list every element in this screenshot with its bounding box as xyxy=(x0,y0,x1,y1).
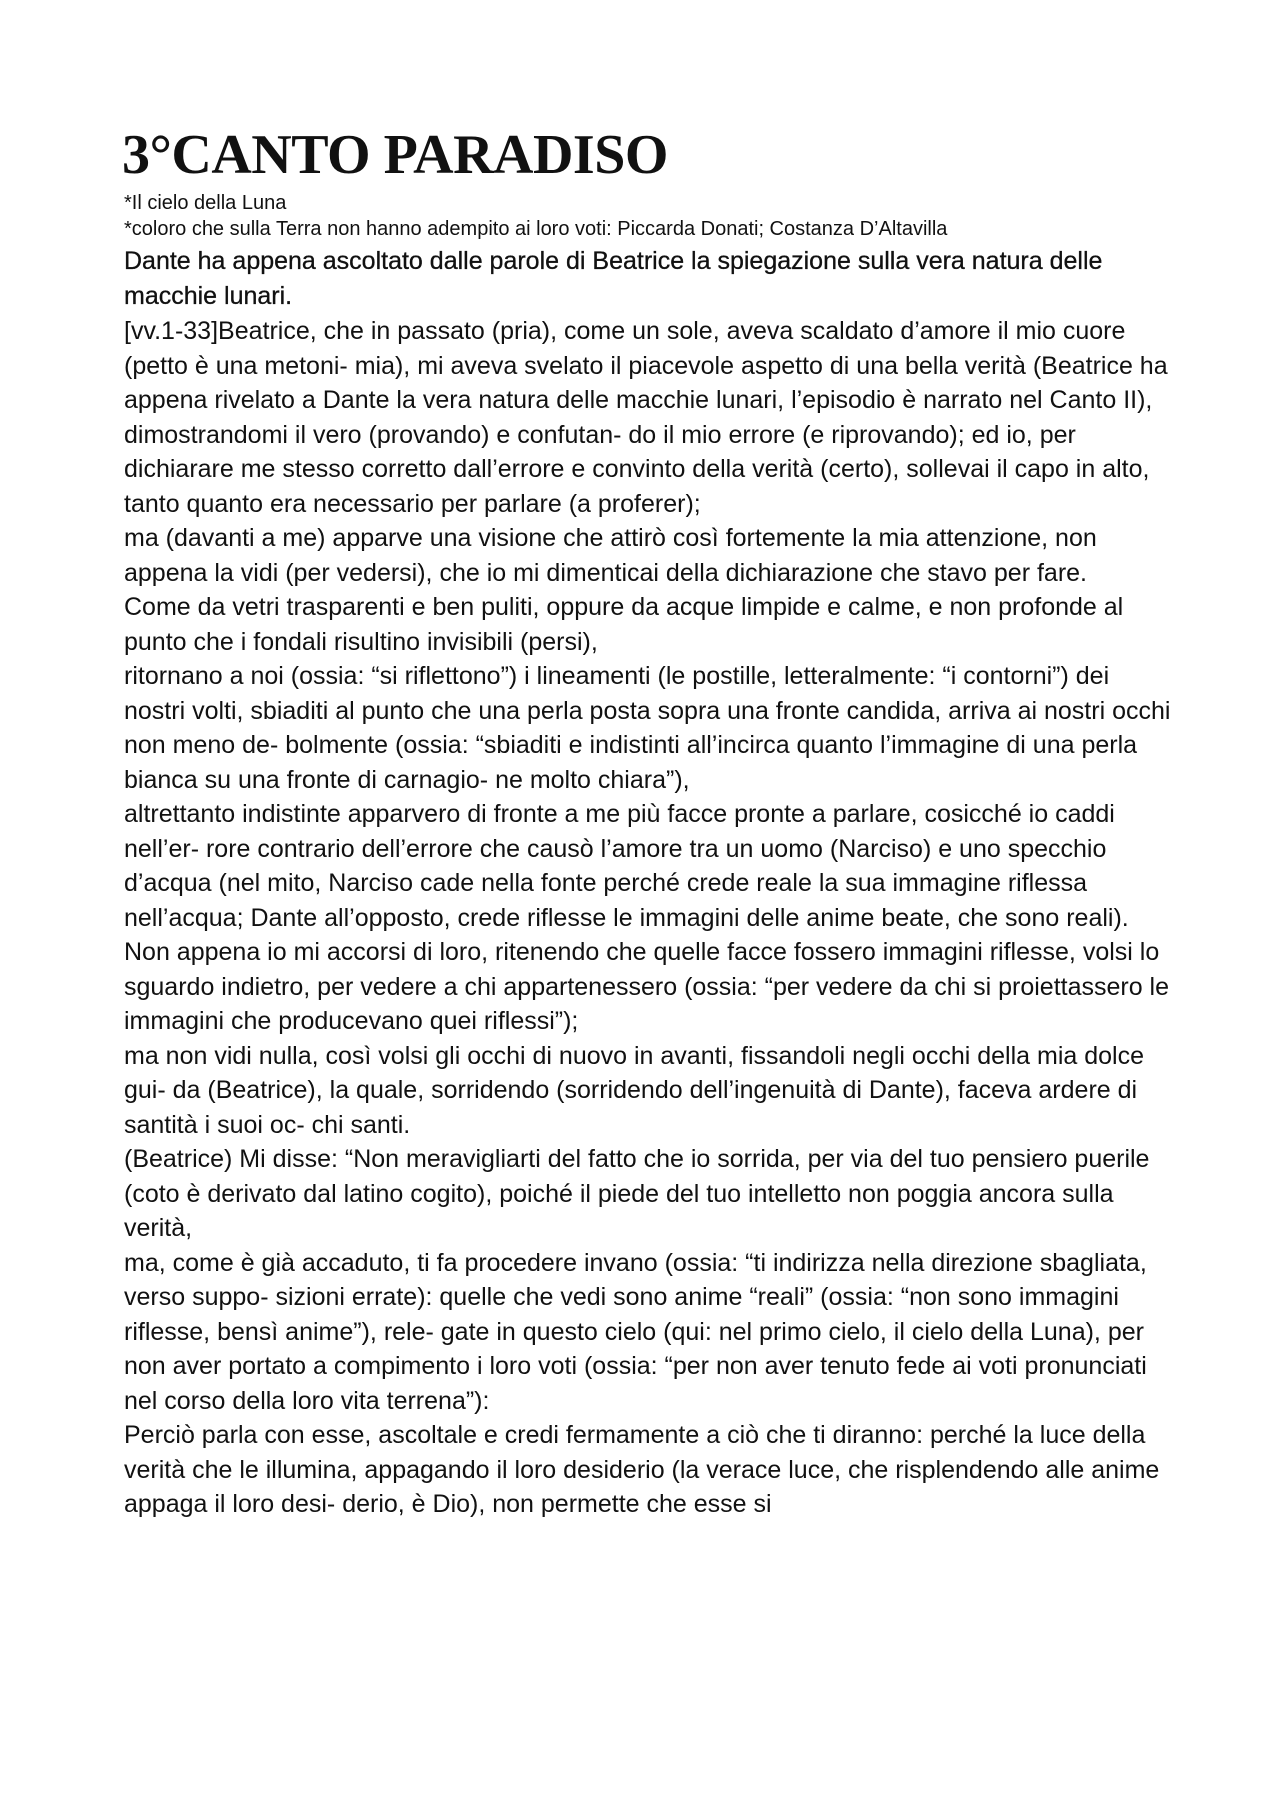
paragraph-5: altrettanto indistinte apparvero di fronte a me più facce pronte a parlare, cosicché io caddi nell’er- rore contrario dell’errore che causò l’amore tra un uomo (Narciso) e uno specchio d’acqua (nel mito, Narciso cade nella fonte perché crede reale la sua immagine riflessa nell’acqua; Dante all’opposto, crede riflesse le immagini delle anime beate, che sono reali). xyxy=(124,800,1129,932)
paragraph-1: [vv.1-33]Beatrice, che in passato (pria), come un sole, aveva scaldato d’amore il mio cuore (petto è una metoni- mia), mi aveva svelato il piacevole aspetto di una bella verità (Beatrice ha appena rivelato a Dante la vera natura delle macchie lunari, l’episodio è narrato nel Canto II), dimostrandomi il vero (provando) e confutan- do il mio errore (e riprovando); ed io, per dichiarare me stesso corretto dall’errore e convinto della verità (certo), sollevai il capo in alto, tanto quanto era necessario per parlare (a proferer); xyxy=(124,317,1168,518)
paragraph-6: Non appena io mi accorsi di loro, ritenendo che quelle facce fossero immagini riflesse, volsi lo sguardo indietro, per vedere a chi appartenessero (ossia: “per vedere da chi si proiettassero le immagini che producevano quei riflessi”); xyxy=(124,938,1170,1035)
paragraph-10: Perciò parla con esse, ascoltale e credi fermamente a ciò che ti diranno: perché la luce della verità che le illumina, appagando il loro desiderio (la verace luce, che risplendendo alle anime appaga il loro desi- derio, è Dio), non permette che esse si xyxy=(124,1421,1160,1518)
paragraph-7: ma non vidi nulla, così volsi gli occhi di nuovo in avanti, fissandoli negli occhi della mia dolce gui- da (Beatrice), la quale, sorridendo (sorridendo dell’ingenuità di Dante), faceva ardere di santità i suoi oc- chi santi. xyxy=(124,1041,1144,1139)
paragraph-2: ma (davanti a me) apparve una visione che attirò così fortemente la mia attenzione, non appena la vidi (per vedersi), che io mi dimenticai della dichiarazione che stavo per fare. xyxy=(124,524,1097,587)
subtitle-sky: *Il cielo della Luna xyxy=(124,192,287,214)
paragraph-3: Come da vetri trasparenti e ben puliti, oppure da acque limpide e calme, e non profonde al punto che i fondali risultino invisibili (persi), xyxy=(124,593,1124,656)
intro-paragraph: Dante ha appena ascoltato dalle parole di Beatrice la spiegazione sulla vera natura delle macchie lunari. xyxy=(124,247,1103,310)
paragraph-4: ritornano a noi (ossia: “si riflettono”) i lineamenti (le postille, letteralmente: “i contorni”) dei nostri volti, sbiaditi al punto che una perla posta sopra una fronte candida, arriva ai nostri occhi non meno de- bolmente (ossia: “sbiaditi e indistinti all’incirca quanto l’immagine di una perla bianca su una fronte di carnagio- ne molto chiara”), xyxy=(124,662,1171,794)
paragraph-8: (Beatrice) Mi disse: “Non meravigliarti del fatto che io sorrida, per via del tuo pensiero puerile (coto è derivato dal latino cogito), poiché il piede del tuo intelletto non poggia ancora sulla verità, xyxy=(124,1145,1150,1242)
subtitle-souls: *coloro che sulla Terra non hanno adempito ai loro voti: Piccarda Donati; Costanza D’Altavilla xyxy=(124,218,948,240)
page-title: 3°CANTO PARADISO xyxy=(122,124,668,186)
paragraph-9: ma, come è già accaduto, ti fa procedere invano (ossia: “ti indirizza nella direzione sbagliata, verso suppo- sizioni errate): quelle che vedi sono anime “reali” (ossia: “non sono immagini riflesse, bensì anime”), rele- gate in questo cielo (qui: nel primo cielo, il cielo della Luna), per non aver portato a compimento i loro voti (ossia: “per non aver tenuto fede ai voti pronunciati nel corso della loro vita terrena”): xyxy=(124,1248,1147,1415)
document-page xyxy=(124,122,1174,1522)
